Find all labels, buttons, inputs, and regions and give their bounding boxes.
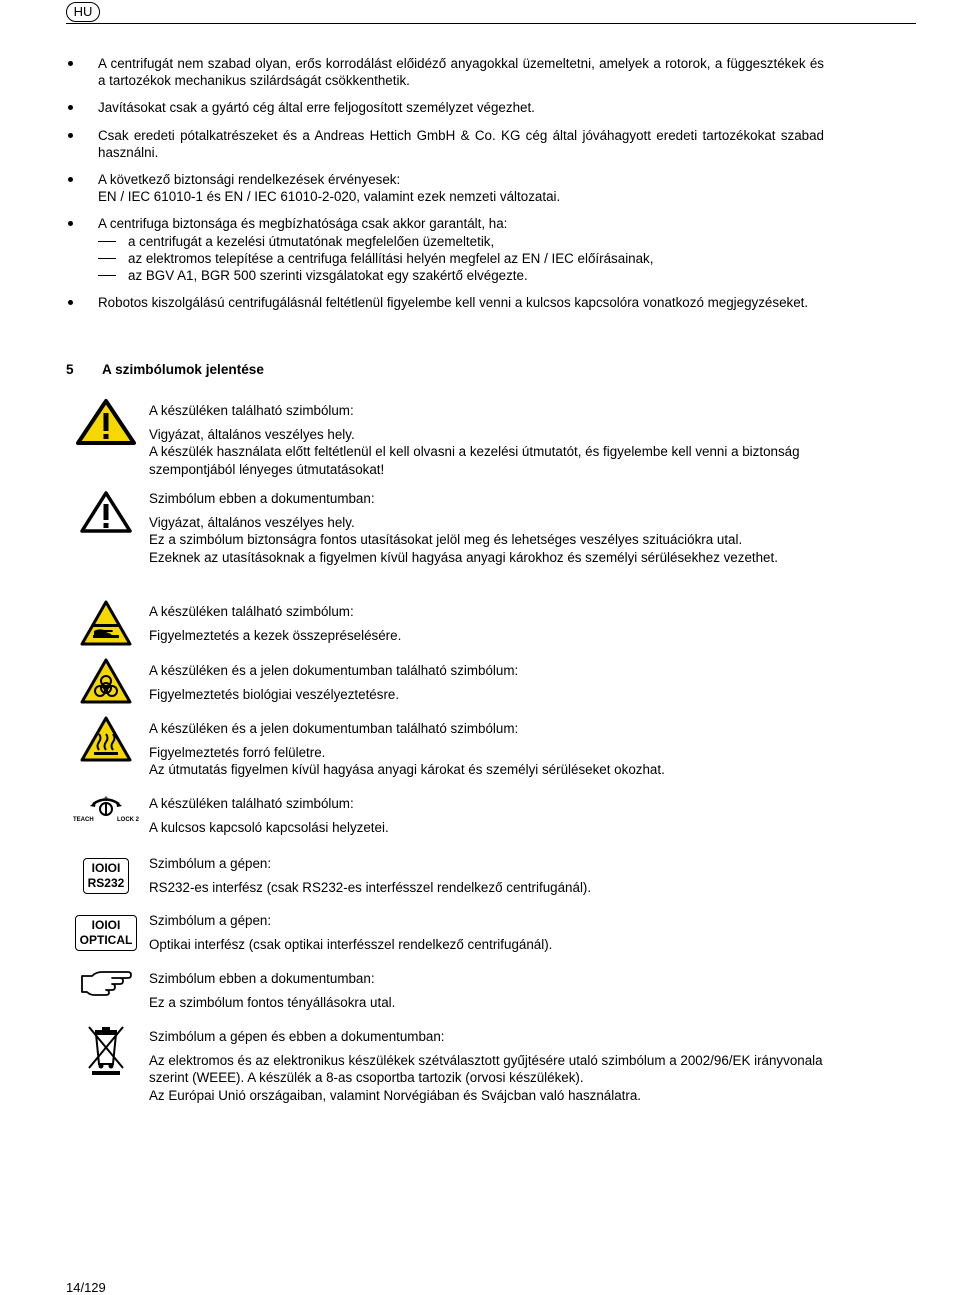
safety-bullet-list [66,55,824,311]
key-switch-label-lock: LOCK 2 [117,817,140,823]
list-item: A centrifugát nem szabad olyan, erős korrodálást előidéző anyagokkal üzemeltetni, amelyek a rotorok, a függesztékek és a tartozékok mechanikus szilárdságát csökkenthetik. [66,55,824,89]
symbol-description [149,855,829,896]
symbol-description [149,402,829,478]
list-item-line: A következő biztonsági rendelkezések érvényesek: [98,172,401,188]
symbol-line: Az elektromos és az elektronikus készülékek szétválasztott gyűjtésére utaló szimbólum a 2002/96/EK irányvonala szerint (WEEE). A készülék a 8-as csoportba tartozik (orvosi készülékek). [149,1053,823,1086]
symbol-heading: Szimbólum a gépen és ebben a dokumentumban: [149,1029,445,1044]
symbol-heading: Szimbólum a gépen: [149,913,272,928]
symbol-line: Az Európai Unió országaiban, valamint Norvégiában és Svájcban való használatra. [149,1087,642,1103]
symbol-heading: A készüléken található szimbólum: [149,403,354,418]
optical-box-bottom: OPTICAL [79,933,133,947]
symbol-description [149,912,829,953]
rs232-box-bottom: RS232 [87,876,125,890]
symbol-line: Figyelmeztetés biológiai veszélyeztetésre. [149,687,400,703]
symbol-line: Vigyázat, általános veszélyes hely. [149,427,355,443]
list-item: Csak eredeti pótalkatrészeket és a Andreas Hettich GmbH & Co. KG cég által jóváhagyott eredeti tartozékokat szabad használni. [66,127,824,161]
symbol-heading: A készüléken és a jelen dokumentumban található szimbólum: [149,663,519,678]
symbol-description [149,603,829,644]
symbol-heading: Szimbólum ebben a dokumentumban: [149,971,375,986]
symbol-heading: A készüléken és a jelen dokumentumban található szimbólum: [149,721,519,736]
list-item: Javításokat csak a gyártó cég által erre feljogosított személyzet végezhet. [66,99,824,116]
key-switch-icon [66,794,146,824]
list-item [66,171,824,205]
page-number: 14/129 [66,1280,106,1295]
rs232-box [83,858,130,894]
pointing-hand-icon [66,966,146,996]
language-badge: HU [66,2,100,22]
sub-list-item: az elektromos telepítése a centrifuga felállítási helyén megfelel az EN / IEC előírásainak, [98,250,824,267]
symbol-line: Az útmutatás figyelmen kívül hagyása anyagi károkat és személyi sérüléseket okozhat. [149,762,665,778]
symbol-line: Optikai interfész (csak optikai interfésszel rendelkező centrifugánál). [149,937,553,953]
symbol-heading: A készüléken található szimbólum: [149,796,354,811]
section-number: 5 [66,362,74,377]
key-switch-label-zero: 0 [104,797,108,803]
sub-list [98,233,824,285]
biohazard-icon [66,658,146,704]
symbol-line: Figyelmeztetés a kezek összepréselésére. [149,628,402,644]
symbol-line: RS232-es interfész (csak RS232-es interfésszel rendelkező centrifugánál). [149,880,592,896]
symbol-line: A kulcsos kapcsoló kapcsolási helyzetei. [149,820,389,836]
symbol-line: Vigyázat, általános veszélyes hely. [149,515,355,531]
symbol-line: Ezeknek az utasításoknak a figyelmen kívül hagyása anyagi károkhoz és személyi sérülésekhez vezethet. [149,549,778,565]
section-title: A szimbólumok jelentése [102,362,264,377]
symbol-heading: A készüléken található szimbólum: [149,604,354,619]
list-item: Robotos kiszolgálású centrifugálásnál feltétlenül figyelembe kell venni a kulcsos kapcsolóra vonatkozó megjegyzéseket. [66,294,824,311]
symbol-description [149,490,829,566]
sub-list-item: a centrifugát a kezelési útmutatónak megfelelően üzemeltetik, [98,233,824,250]
symbol-description [149,1028,829,1104]
symbol-description [149,795,829,836]
symbol-description [149,970,829,1011]
warning-yellow-icon [66,398,146,446]
symbol-description [149,720,829,779]
symbol-heading: Szimbólum ebben a dokumentumban: [149,491,375,506]
symbol-heading: Szimbólum a gépen: [149,856,272,871]
rs232-box-top: IOIOI [91,861,121,875]
symbol-description [149,662,829,703]
sub-list-item: az BGV A1, BGR 500 szerinti vizsgálatokat egy szakértő elvégezte. [98,267,824,284]
optical-icon [66,915,146,951]
symbol-line: Ez a szimbólum biztonságra fontos utasításokat jelöl meg és lehetséges veszélyes szituációkra utal. [149,532,743,548]
symbol-line: Figyelmeztetés forró felületre. [149,745,326,761]
rs232-icon [66,858,146,894]
key-switch-label-teach: TEACH [73,817,94,823]
hand-crush-icon [66,600,146,646]
symbol-line: Ez a szimbólum fontos tényállásokra utal. [149,995,396,1011]
optical-box [75,915,138,951]
section-heading [66,362,264,377]
header-rule [66,23,916,24]
warning-outline-icon [66,490,146,534]
optical-box-top: IOIOI [91,918,121,932]
symbol-line: A készülék használata előtt feltétlenül el kell olvasni a kezelési útmutatót, és figyelembe kell venni a biztonság szempontjából lényeges útmutatásokat! [149,444,800,477]
list-item [66,215,824,284]
weee-bin-icon [66,1024,146,1076]
list-item-line: A centrifuga biztonsága és megbízhatósága csak akkor garantált, ha: [98,216,508,232]
hot-surface-icon [66,716,146,762]
list-item-line: EN / IEC 61010-1 és EN / IEC 61010-2-020, valamint ezek nemzeti változatai. [98,189,561,205]
